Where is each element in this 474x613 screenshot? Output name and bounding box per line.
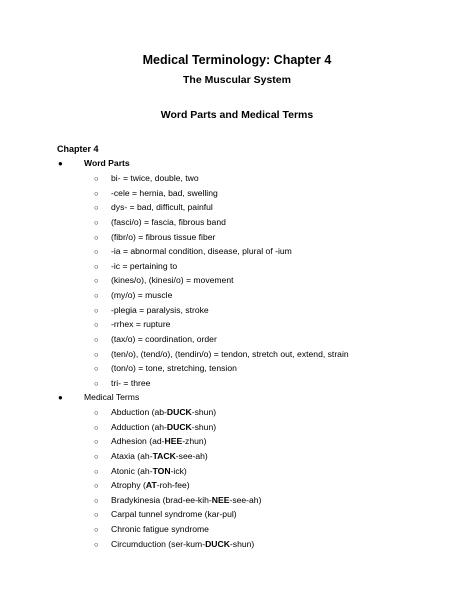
document-title: Medical Terminology: Chapter 4 xyxy=(142,53,332,67)
circle-bullet-icon: ○ xyxy=(94,247,99,257)
circle-bullet-icon: ○ xyxy=(94,481,99,491)
word-part-text: (fibr/o) = fibrous tissue fiber xyxy=(111,231,216,242)
medical-terms-heading xyxy=(58,391,139,404)
term-text: Ataxia (ah- xyxy=(111,450,153,461)
list-item xyxy=(94,172,349,187)
list-item xyxy=(94,421,261,436)
term-text-tail: -see-ah) xyxy=(175,450,208,461)
word-part-text: bi- = twice, double, two xyxy=(111,173,199,183)
stressed-syllable: DUCK xyxy=(166,421,192,432)
circle-bullet-icon: ○ xyxy=(94,349,99,359)
circle-bullet-icon: ○ xyxy=(94,451,99,461)
term-text-tail: -roh-fee) xyxy=(156,480,190,491)
term-text: Atonic (ah- xyxy=(111,465,153,476)
list-item xyxy=(94,187,349,202)
circle-bullet-icon: ○ xyxy=(94,408,99,417)
word-parts-label: Word Parts xyxy=(84,158,130,168)
term-text: Adduction (ah- xyxy=(111,421,167,432)
word-part-text: -cele = hernia, bad, swelling xyxy=(111,187,218,198)
list-item xyxy=(94,201,349,216)
circle-bullet-icon: ○ xyxy=(94,495,99,505)
list-item xyxy=(94,494,261,509)
list-item xyxy=(94,289,349,304)
circle-bullet-icon: ○ xyxy=(94,188,99,198)
word-part-text: (tax/o) = coordination, order xyxy=(111,334,217,345)
list-item xyxy=(94,450,261,465)
disc-bullet-icon: ● xyxy=(58,393,63,402)
list-item xyxy=(94,245,349,260)
circle-bullet-icon: ○ xyxy=(94,378,99,388)
word-parts-list xyxy=(94,172,349,392)
list-item xyxy=(94,479,261,494)
term-text-tail: -shun) xyxy=(191,421,217,432)
word-part-text: dys- = bad, difficult, painful xyxy=(111,202,213,213)
list-item xyxy=(94,304,349,319)
word-part-text: -ia = abnormal condition, disease, plural of -ium xyxy=(111,246,292,257)
circle-bullet-icon: ○ xyxy=(94,261,99,271)
circle-bullet-icon: ○ xyxy=(94,174,99,183)
word-part-text: -rrhex = rupture xyxy=(111,319,171,330)
stressed-syllable: TACK xyxy=(152,450,176,461)
circle-bullet-icon: ○ xyxy=(94,335,99,345)
word-part-text: (kines/o), (kinesi/o) = movement xyxy=(111,275,234,286)
term-text: Carpal tunnel syndrome (kar-pul) xyxy=(111,509,237,520)
stressed-syllable: DUCK xyxy=(166,407,192,417)
list-item xyxy=(94,348,349,363)
circle-bullet-icon: ○ xyxy=(94,525,99,535)
list-item xyxy=(94,362,349,377)
circle-bullet-icon: ○ xyxy=(94,232,99,242)
circle-bullet-icon: ○ xyxy=(94,217,99,227)
word-part-text: -ic = pertaining to xyxy=(111,260,178,271)
circle-bullet-icon: ○ xyxy=(94,291,99,301)
section-heading: Word Parts and Medical Terms xyxy=(160,109,314,121)
list-item xyxy=(94,377,349,392)
list-item xyxy=(94,465,261,480)
word-parts-heading xyxy=(58,157,130,170)
circle-bullet-icon: ○ xyxy=(94,276,99,286)
list-item xyxy=(94,216,349,231)
word-part-text: (ton/o) = tone, stretching, tension xyxy=(111,363,237,374)
stressed-syllable: AT xyxy=(145,480,157,491)
term-text: Adhesion (ad- xyxy=(111,436,165,447)
medical-terms-list xyxy=(94,406,261,552)
word-part-text: -plegia = paralysis, stroke xyxy=(111,304,209,315)
circle-bullet-icon: ○ xyxy=(94,422,99,432)
stressed-syllable: DUCK xyxy=(205,538,230,549)
stressed-syllable: TON xyxy=(152,465,171,476)
circle-bullet-icon: ○ xyxy=(94,320,99,330)
circle-bullet-icon: ○ xyxy=(94,510,99,520)
document-subtitle: The Muscular System xyxy=(183,74,291,86)
term-text: Abduction (ab- xyxy=(111,407,167,417)
term-text: Circumduction (ser-kum- xyxy=(111,538,206,549)
word-part-text: (fasci/o) = fascia, fibrous band xyxy=(111,216,226,227)
circle-bullet-icon: ○ xyxy=(94,305,99,315)
term-text-tail: -see-ah) xyxy=(229,494,262,505)
list-item xyxy=(94,523,261,538)
circle-bullet-icon: ○ xyxy=(94,364,99,374)
list-item xyxy=(94,318,349,333)
term-text: Chronic fatigue syndrome xyxy=(111,524,209,535)
stressed-syllable: NEE xyxy=(211,494,230,505)
circle-bullet-icon: ○ xyxy=(94,203,99,213)
chapter-label: Chapter 4 xyxy=(57,144,99,154)
list-item xyxy=(94,260,349,275)
stressed-syllable: HEE xyxy=(164,436,183,447)
word-part-text: tri- = three xyxy=(111,377,151,388)
word-part-text: (ten/o), (tend/o), (tendin/o) = tendon, stretch out, extend, strain xyxy=(111,348,349,359)
term-text-tail: -shun) xyxy=(229,538,255,549)
circle-bullet-icon: ○ xyxy=(94,437,99,447)
list-item xyxy=(94,333,349,348)
medical-terms-label: Medical Terms xyxy=(84,392,140,402)
circle-bullet-icon: ○ xyxy=(94,466,99,476)
list-item xyxy=(94,406,261,421)
list-item xyxy=(94,274,349,289)
word-part-text: (my/o) = muscle xyxy=(111,290,173,301)
term-text-tail: -ick) xyxy=(170,465,187,476)
disc-bullet-icon: ● xyxy=(58,159,63,168)
term-text: Atrophy ( xyxy=(111,480,146,491)
term-text-tail: -shun) xyxy=(191,407,217,417)
term-text-tail: -zhun) xyxy=(182,436,207,447)
circle-bullet-icon: ○ xyxy=(94,539,99,549)
list-item xyxy=(94,508,261,523)
list-item xyxy=(94,538,261,553)
list-item xyxy=(94,231,349,246)
list-item xyxy=(94,435,261,450)
term-text: Bradykinesia (brad-ee-kih- xyxy=(111,494,212,505)
